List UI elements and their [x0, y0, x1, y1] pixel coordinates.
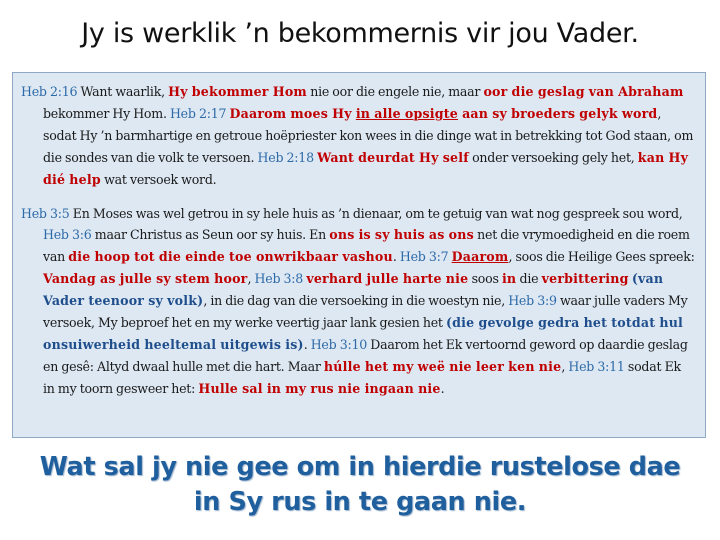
scripture-text: , in die dag van die versoeking in die woestyn nie, [203, 293, 509, 309]
scripture-text: , [247, 271, 255, 287]
emphasis-red: Hulle sal in my rus nie ingaan nie [198, 380, 441, 396]
verse-reference: Heb 2:16 [21, 84, 81, 99]
scripture-text: maar Christus as Seun oor sy huis. En [94, 227, 330, 243]
emphasis-red: verhard julle harte nie [306, 271, 469, 287]
emphasis-red: Hy bekommer Hom [168, 84, 307, 99]
verse-reference: Heb 2:18 [257, 149, 318, 165]
scripture-text: En Moses was wel getrou in sy hele huis as ’n dienaar, om te getuig van wat nog gespreek sou word, [72, 205, 683, 221]
scripture-text: Want waarlik, [80, 84, 169, 99]
verse-reference: Heb 3:8 [254, 271, 307, 287]
emphasis-red: in [501, 271, 517, 287]
scripture-text: onder versoeking gely het, [468, 149, 638, 165]
emphasis-red: kan Hy dié help [43, 149, 689, 187]
scripture-text: bekommer Hy Hom. [43, 105, 170, 121]
closing-statement [0, 450, 720, 520]
scripture-text: sodat Ek in my toorn gesweer het: [43, 358, 681, 396]
emphasis-red: die hoop tot die einde toe onwrikbaar vashou [68, 249, 393, 265]
scripture-text: Daarom het Ek vertoornd geword op daardie geslag en gesê: Altyd dwaal hulle met die hart. Maar [43, 336, 688, 374]
verse-reference: Heb 3:11 [568, 358, 628, 374]
emphasis-red: Want deurdat Hy self [317, 149, 469, 165]
verse-reference: Heb 3:5 [21, 205, 73, 221]
scripture-text: net die vrymoedigheid en die roem van [43, 227, 690, 265]
scripture-text: . [303, 336, 311, 352]
scripture-text: wat versoek word. [100, 171, 217, 187]
closing-line-1: Wat sal jy nie gee om in hierdie rustelose dae [39, 452, 681, 482]
verse-reference: Heb 2:17 [169, 105, 230, 121]
emphasis-red: in alle opsigte [355, 105, 458, 121]
scripture-text: nie oor die engele nie, maar [306, 84, 484, 99]
emphasis-blue: (die gevolge gedra het totdat hul onsuiwerheid heeltemal uitgewis is) [43, 315, 684, 352]
scripture-text: , soos die Heilige Gees spreek: [508, 249, 695, 265]
scripture-text: , [561, 358, 569, 374]
verse-reference: Heb 3:10 [310, 336, 371, 352]
verse-reference: Heb 3:6 [43, 227, 95, 243]
emphasis-red: Daarom moes Hy [229, 105, 356, 121]
emphasis-red: Daarom [451, 249, 509, 265]
verse-reference: Heb 3:9 [508, 293, 560, 309]
scripture-text: . [392, 249, 400, 265]
emphasis-blue: (van Vader teenoor sy volk) [43, 271, 664, 309]
emphasis-red: ons is sy huis as ons [329, 227, 474, 243]
closing-line-2: in Sy rus in te gaan nie. [193, 487, 527, 517]
scripture-text: , sodat Hy ’n barmhartige en getroue hoëpriester kon wees in die dinge wat in betrekking tot God staan, om die sondes van die volk te versoen. [43, 105, 694, 165]
scripture-paragraph-hebrews-3 [21, 203, 695, 400]
scripture-text: . [440, 380, 445, 396]
emphasis-red: verbittering [541, 271, 629, 287]
emphasis-red: Vandag as julle sy stem hoor [43, 271, 248, 287]
scripture-text: soos [468, 271, 502, 287]
emphasis-red: aan sy broeders gelyk word [457, 105, 658, 121]
verse-reference: Heb 3:7 [399, 249, 452, 265]
slide-title: Jy is werklik ’n bekommernis vir jou Vader. [81, 18, 639, 49]
scripture-box [12, 72, 706, 438]
scripture-paragraph-hebrews-2 [21, 81, 695, 191]
scripture-text: waar julle vaders My versoek, My beproef het en my werke veertig jaar lank gesien het [43, 293, 688, 331]
emphasis-red: húlle het my weë nie leer ken nie [323, 358, 562, 374]
emphasis-red: oor die geslag van Abraham [483, 84, 684, 99]
scripture-text: die [516, 271, 542, 287]
